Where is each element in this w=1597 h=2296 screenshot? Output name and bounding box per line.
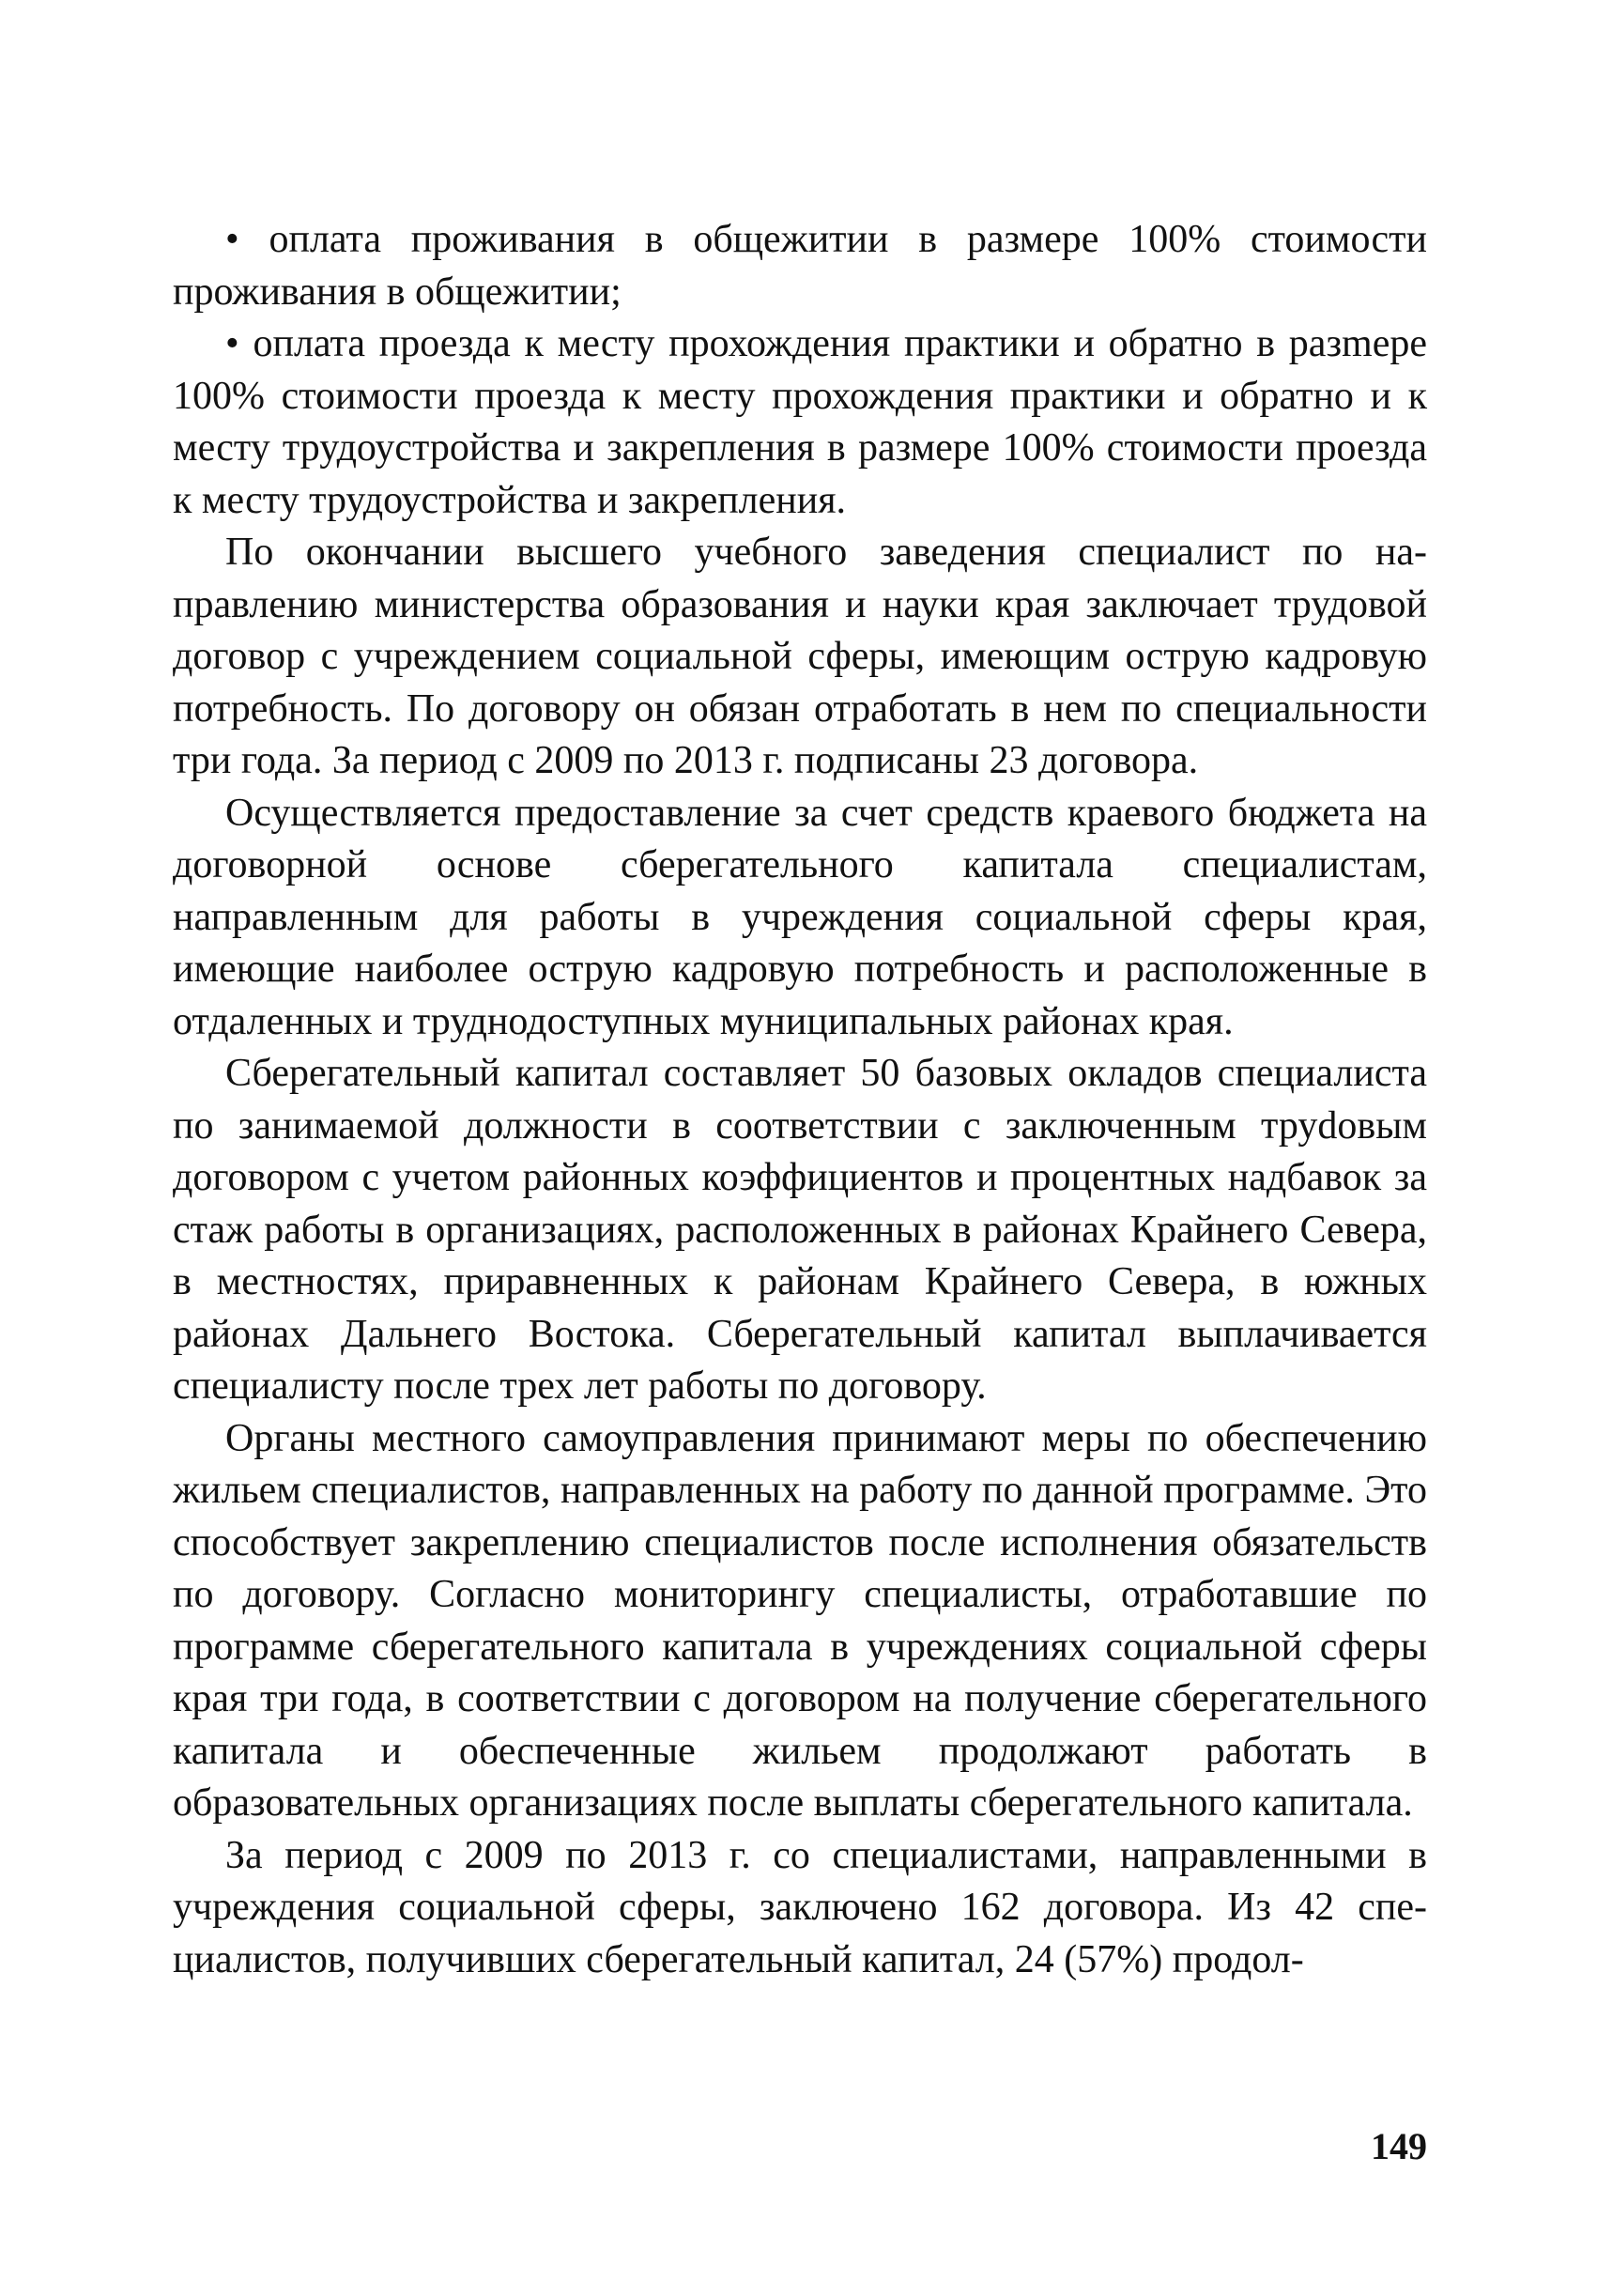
page-number: 149: [1371, 2125, 1427, 2167]
paragraph-housing-measures: Органы местного самоуправления принимают меры по обеспечению жильем специалистов, направленных на работу по данной программе. Это способствует закреплению специалистов после исполнения обязательств по договору. Согласно мониторингу специалисты, отработавшие по программе сберегательного капитала в учреждениях социальной сферы края три года, в соответствии с договором на получение сберегательного капитала и обеспеченные жильем продолжают работать в образовательных организациях после выплаты сберегательного капитала.: [173, 1416, 1427, 1825]
paragraph-bullet-dormitory: • оплата проживания в общежитии в размере 100% стоимости проживания в общежитии;: [173, 218, 1427, 314]
paragraph-statistics: За период с 2009 по 2013 г. со специалистами, направленными в учреждения социальной сферы, заключено 162 договора. Из 42 специалистов, получивших сберегательный капитал, 24 (57%) продол-: [173, 1833, 1427, 1981]
paragraph-employment-contract: По окончании высшего учебного заведения специалист по направлению министерства образования и науки края заключает трудовой договор с учреждением социальной сферы, имеющим острую кадровую потребность. По договору он обязан отработать в нем по специальности три года. За период с 2009 по 2013 г. подписаны 23 договора.: [173, 531, 1427, 782]
paragraph-bullet-travel: • оплата проезда к месту прохождения практики и обратно в разmере 100% стоимости проезда к месту прохождения практики и обратно и к месту трудоустройства и закрепления в размере 100% стоимости проезда к месту трудоустройства и закрепления.: [173, 322, 1427, 522]
paragraph-savings-capital-provision: Осуществляется предоставление за счет средств краевого бюджета на договорной основе сберегательного капитала специалистам, направленным для работы в учреждения социальной сферы края, имеющие наиболее острую кадровую потребность и расположенные в отдаленных и труднодоступных муниципальных районах края.: [173, 791, 1427, 1043]
body-text: [173, 214, 1427, 1986]
paragraph-savings-capital-amount: Сберегательный капитал составляет 50 базовых окладов специалиста по занимаемой должности в соответствии с заключенным труdовым договором с учетом районных коэффициентов и процентных надбавок за стаж работы в организациях, расположенных в районах Крайнего Севера, в местностях, приравненных к районам Крайнего Севера, в южных районах Дальнего Востока. Сберегательный капитал выплачивается специалисту после трех лет работы по договору.: [173, 1052, 1427, 1408]
